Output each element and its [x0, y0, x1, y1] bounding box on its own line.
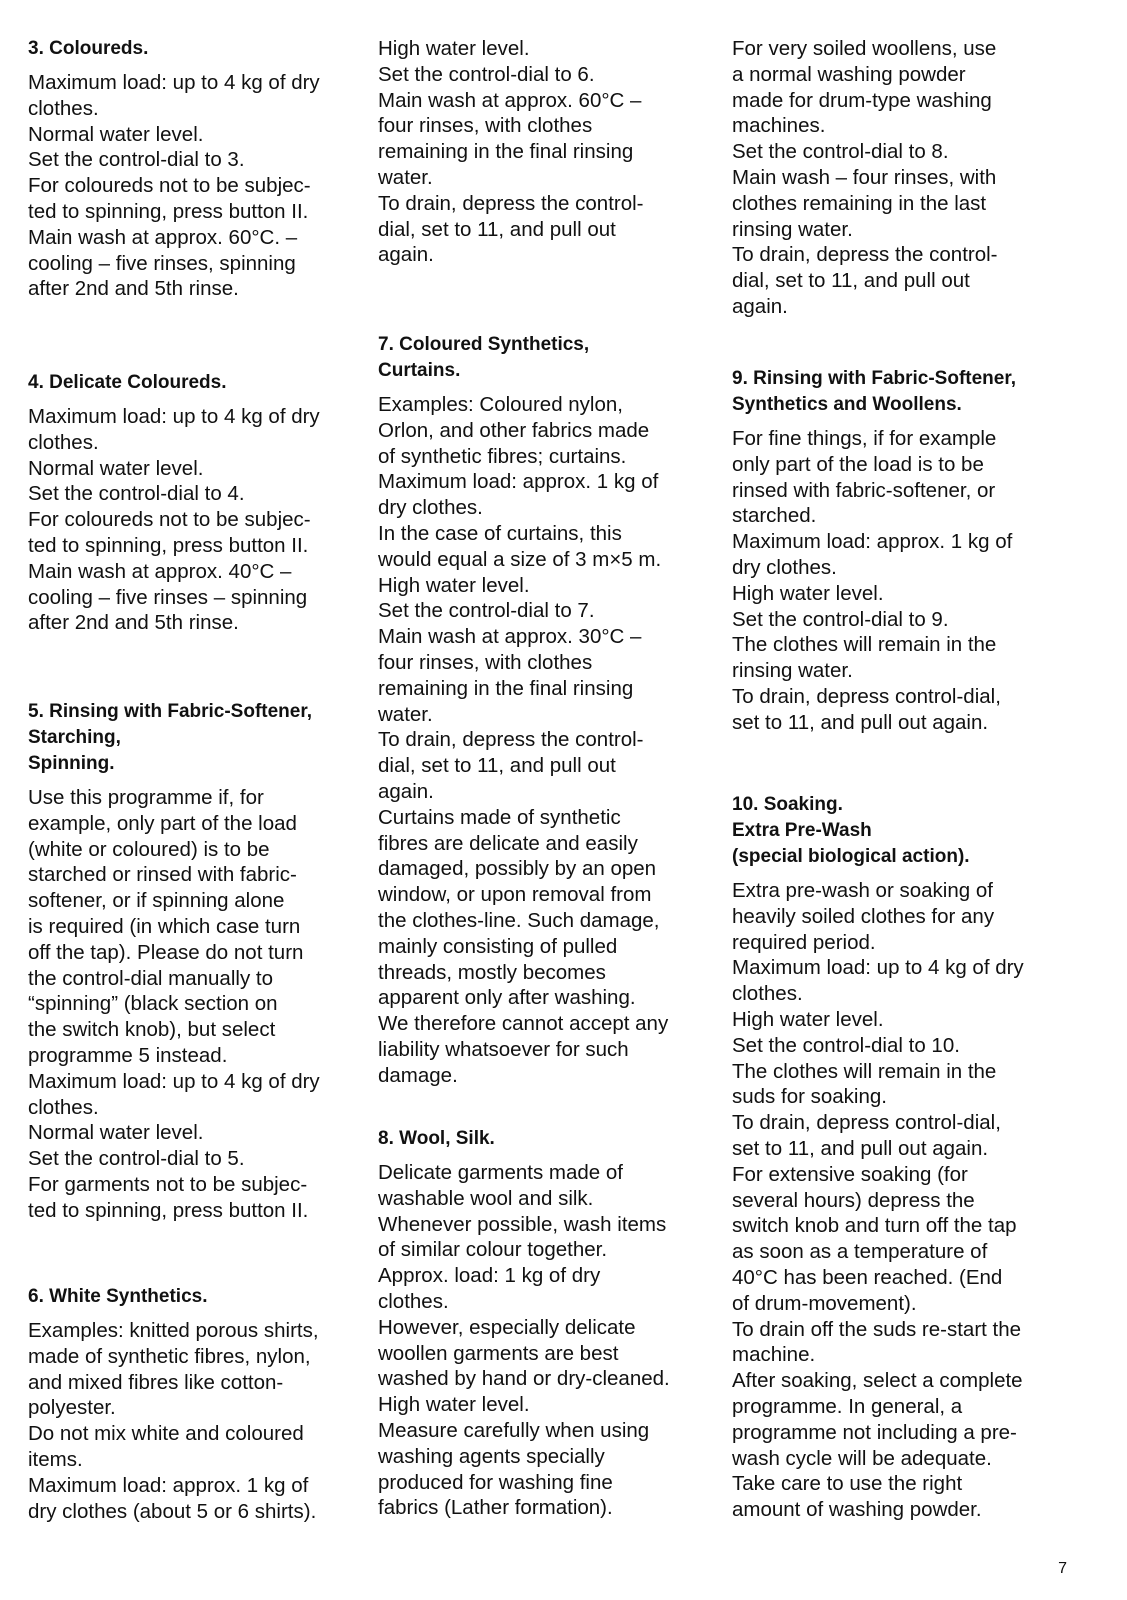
text-line: programme not including a pre-	[732, 1420, 1017, 1444]
section	[28, 36, 368, 302]
text-line: water.	[378, 165, 433, 189]
text-line: Main wash at approx. 30°C –	[378, 625, 642, 649]
text-line: threads, mostly becomes	[378, 960, 606, 984]
section-body	[732, 36, 1072, 320]
text-line: washable wool and silk.	[378, 1186, 594, 1210]
text-line: To drain off the suds re-start the	[732, 1317, 1022, 1341]
section-heading	[28, 1284, 368, 1310]
heading-line: 7. Coloured Synthetics,	[378, 334, 590, 355]
text-line: several hours) depress the	[732, 1188, 975, 1212]
text-line: Use this programme if, for	[28, 786, 264, 809]
section-body	[378, 1160, 718, 1521]
text-line: Maximum load: up to 4 kg of dry	[732, 956, 1024, 980]
text-line: Extra pre-wash or soaking of	[732, 879, 993, 902]
section-heading	[732, 792, 1072, 870]
section	[28, 370, 368, 636]
text-line: “spinning” (black section on	[28, 992, 278, 1016]
text-line: remaining in the final rinsing	[378, 676, 634, 700]
text-line: Maximum load: approx. 1 kg of	[28, 1473, 309, 1497]
text-line: clothes.	[28, 1095, 99, 1119]
heading-line: 8. Wool, Silk.	[378, 1128, 495, 1149]
section	[378, 36, 718, 268]
text-line: clothes remaining in the last	[732, 191, 987, 215]
section-body	[28, 404, 368, 636]
text-line: only part of the load is to be	[732, 452, 984, 476]
text-line: Do not mix white and coloured	[28, 1422, 304, 1446]
text-line: The clothes will remain in the	[732, 633, 997, 657]
section-heading	[378, 1126, 718, 1152]
text-line: the control-dial manually to	[28, 966, 273, 990]
text-line: machines.	[732, 114, 826, 138]
text-line: dial, set to 11, and pull out	[378, 754, 616, 778]
text-line: Set the control-dial to 8.	[732, 140, 949, 164]
text-line: programme. In general, a	[732, 1394, 963, 1418]
text-line: For coloureds not to be subjec-	[28, 174, 311, 198]
text-line: and mixed fibres like cotton-	[28, 1370, 284, 1394]
section-body	[28, 785, 368, 1224]
text-line: fibres are delicate and easily	[378, 831, 638, 855]
text-line: rinsing water.	[732, 659, 853, 683]
section-body	[378, 36, 718, 268]
section-body	[28, 1318, 368, 1524]
text-line: four rinses, with clothes	[378, 650, 593, 674]
text-line: clothes.	[28, 96, 99, 120]
text-line: Set the control-dial to 9.	[732, 607, 949, 631]
text-line: Normal water level.	[28, 1121, 204, 1145]
text-line: In the case of curtains, this	[378, 521, 622, 545]
text-line: ted to spinning, press button II.	[28, 199, 309, 223]
section-heading	[378, 332, 718, 384]
heading-line: 3. Coloureds.	[28, 38, 149, 59]
text-line: is required (in which case turn	[28, 914, 301, 938]
text-line: damage.	[378, 1063, 458, 1087]
text-line: The clothes will remain in the	[732, 1059, 997, 1083]
text-line: Normal water level.	[28, 122, 204, 146]
section	[732, 366, 1072, 736]
heading-line: 6. White Synthetics.	[28, 1286, 208, 1307]
text-line: For extensive soaking (for	[732, 1162, 968, 1186]
text-line: Main wash at approx. 40°C –	[28, 559, 292, 583]
heading-line: (special biological action).	[732, 846, 970, 867]
text-line: dry clothes.	[732, 555, 837, 579]
text-line: Maximum load: up to 4 kg of dry	[28, 71, 320, 94]
text-line: Take care to use the right	[732, 1472, 963, 1496]
section-body	[378, 392, 718, 1089]
text-line: dial, set to 11, and pull out	[378, 217, 616, 241]
text-line: apparent only after washing.	[378, 986, 636, 1010]
text-line: To drain, depress the control-	[378, 191, 644, 215]
section-body	[732, 426, 1072, 736]
text-line: Maximum load: up to 4 kg of dry	[28, 405, 320, 428]
text-line: set to 11, and pull out again.	[732, 1136, 989, 1160]
text-line: again.	[732, 294, 788, 318]
text-line: as soon as a temperature of	[732, 1240, 988, 1264]
text-line: To drain, depress the control-	[378, 728, 644, 752]
text-line: High water level.	[732, 581, 884, 605]
text-line: items.	[28, 1447, 83, 1471]
text-line: To drain, depress control-dial,	[732, 684, 1001, 708]
text-line: required period.	[732, 930, 876, 954]
text-line: ted to spinning, press button II.	[28, 1198, 309, 1222]
section	[28, 1284, 368, 1524]
text-line: of drum-movement).	[732, 1291, 917, 1315]
section	[732, 792, 1072, 1523]
text-line: liability whatsoever for such	[378, 1037, 629, 1061]
text-line: window, or upon removal from	[378, 883, 652, 907]
text-line: High water level.	[378, 1393, 530, 1417]
text-line: To drain, depress control-dial,	[732, 1111, 1001, 1135]
text-line: High water level.	[378, 37, 530, 60]
text-line: cooling – five rinses – spinning	[28, 585, 308, 609]
text-line: ted to spinning, press button II.	[28, 533, 309, 557]
text-line: remaining in the final rinsing	[378, 140, 634, 164]
text-line: after 2nd and 5th rinse.	[28, 277, 239, 301]
text-line: Orlon, and other fabrics made	[378, 418, 650, 442]
text-line: washed by hand or dry-cleaned.	[378, 1367, 670, 1391]
text-line: rinsed with fabric-softener, or	[732, 478, 996, 502]
heading-line: Starching,	[28, 727, 121, 748]
text-line: of synthetic fibres; curtains.	[378, 444, 627, 468]
text-line: Set the control-dial to 7.	[378, 599, 595, 623]
section-body	[732, 878, 1072, 1523]
text-line: clothes.	[28, 430, 99, 454]
text-line: Main wash – four rinses, with	[732, 165, 997, 189]
text-line: washing agents specially	[378, 1444, 605, 1468]
section	[378, 332, 718, 1089]
text-line: Examples: knitted porous shirts,	[28, 1319, 319, 1342]
text-line: made of synthetic fibres, nylon,	[28, 1344, 311, 1368]
heading-line: Spinning.	[28, 753, 115, 774]
text-line: High water level.	[378, 573, 530, 597]
text-line: wash cycle will be adequate.	[732, 1446, 992, 1470]
text-line: Maximum load: approx. 1 kg of	[732, 530, 1013, 554]
heading-line: Synthetics and Woollens.	[732, 394, 962, 415]
text-line: water.	[378, 702, 433, 726]
text-line: Main wash at approx. 60°C –	[378, 88, 642, 112]
text-line: Set the control-dial to 10.	[732, 1033, 960, 1057]
text-line: 40°C has been reached. (End	[732, 1265, 1003, 1289]
text-line: after 2nd and 5th rinse.	[28, 611, 239, 635]
text-line: polyester.	[28, 1396, 116, 1420]
text-line: Examples: Coloured nylon,	[378, 393, 623, 416]
text-line: of similar colour together.	[378, 1238, 608, 1262]
text-line: However, especially delicate	[378, 1315, 636, 1339]
heading-line: Extra Pre-Wash	[732, 820, 872, 841]
text-line: Maximum load: approx. 1 kg of	[378, 470, 659, 494]
text-line: the clothes-line. Such damage,	[378, 908, 660, 932]
section-heading	[28, 699, 368, 777]
text-line: For garments not to be subjec-	[28, 1172, 308, 1196]
page-number: 7	[1058, 1560, 1067, 1577]
text-line: amount of washing powder.	[732, 1498, 982, 1522]
text-line: programme 5 instead.	[28, 1043, 228, 1067]
text-line: clothes.	[378, 1289, 449, 1313]
text-line: Set the control-dial to 5.	[28, 1147, 245, 1171]
section-heading	[28, 370, 368, 396]
text-line: dry clothes (about 5 or 6 shirts).	[28, 1499, 317, 1523]
text-line: We therefore cannot accept any	[378, 1012, 669, 1036]
text-line: Maximum load: up to 4 kg of dry	[28, 1069, 320, 1093]
text-line: would equal a size of 3 m×5 m.	[378, 547, 662, 571]
text-line: After soaking, select a complete	[732, 1369, 1023, 1393]
text-line: cooling – five rinses, spinning	[28, 251, 296, 275]
section-body	[28, 70, 368, 302]
text-line: the switch knob), but select	[28, 1018, 276, 1042]
section	[732, 36, 1072, 320]
text-line: a normal washing powder	[732, 62, 966, 86]
text-line: For very soiled woollens, use	[732, 37, 997, 60]
text-line: example, only part of the load	[28, 811, 297, 835]
text-line: (white or coloured) is to be	[28, 837, 270, 861]
text-line: dial, set to 11, and pull out	[732, 269, 970, 293]
text-line: Set the control-dial to 4.	[28, 482, 245, 506]
text-line: clothes.	[732, 982, 803, 1006]
section-heading	[732, 366, 1072, 418]
heading-line: 10. Soaking.	[732, 794, 843, 815]
section	[378, 1126, 718, 1521]
text-line: Approx. load: 1 kg of dry	[378, 1264, 601, 1288]
text-line: off the tap). Please do not turn	[28, 940, 304, 964]
text-line: set to 11, and pull out again.	[732, 710, 989, 734]
text-line: damaged, possibly by an open	[378, 857, 657, 881]
text-line: switch knob and turn off the tap	[732, 1214, 1017, 1238]
text-line: mainly consisting of pulled	[378, 934, 618, 958]
text-line: Main wash at approx. 60°C. –	[28, 225, 298, 249]
text-line: again.	[378, 779, 434, 803]
text-line: woollen garments are best	[378, 1341, 619, 1365]
text-line: suds for soaking.	[732, 1085, 887, 1109]
text-line: dry clothes.	[378, 496, 483, 520]
text-line: Set the control-dial to 3.	[28, 148, 245, 172]
section	[28, 699, 368, 1224]
text-line: Normal water level.	[28, 456, 204, 480]
text-line: softener, or if spinning alone	[28, 889, 285, 913]
text-line: Delicate garments made of	[378, 1161, 623, 1184]
heading-line: 9. Rinsing with Fabric-Softener,	[732, 368, 1016, 389]
text-line: starched or rinsed with fabric-	[28, 863, 297, 887]
text-line: Measure carefully when using	[378, 1418, 650, 1442]
heading-line: 5. Rinsing with Fabric-Softener,	[28, 701, 312, 722]
text-line: machine.	[732, 1343, 816, 1367]
text-line: High water level.	[732, 1007, 884, 1031]
text-line: produced for washing fine	[378, 1470, 613, 1494]
text-line: Whenever possible, wash items	[378, 1212, 667, 1236]
section-heading	[28, 36, 368, 62]
text-line: fabrics (Lather formation).	[378, 1496, 613, 1520]
text-line: Curtains made of synthetic	[378, 805, 621, 829]
text-line: heavily soiled clothes for any	[732, 904, 995, 928]
text-line: For coloureds not to be subjec-	[28, 508, 311, 532]
text-line: Set the control-dial to 6.	[378, 62, 595, 86]
text-line: again.	[378, 243, 434, 267]
text-line: made for drum-type washing	[732, 88, 992, 112]
text-line: For fine things, if for example	[732, 427, 997, 450]
text-line: To drain, depress the control-	[732, 243, 998, 267]
text-line: four rinses, with clothes	[378, 114, 593, 138]
heading-line: 4. Delicate Coloureds.	[28, 372, 227, 393]
text-line: rinsing water.	[732, 217, 853, 241]
text-line: starched.	[732, 504, 817, 528]
heading-line: Curtains.	[378, 360, 461, 381]
